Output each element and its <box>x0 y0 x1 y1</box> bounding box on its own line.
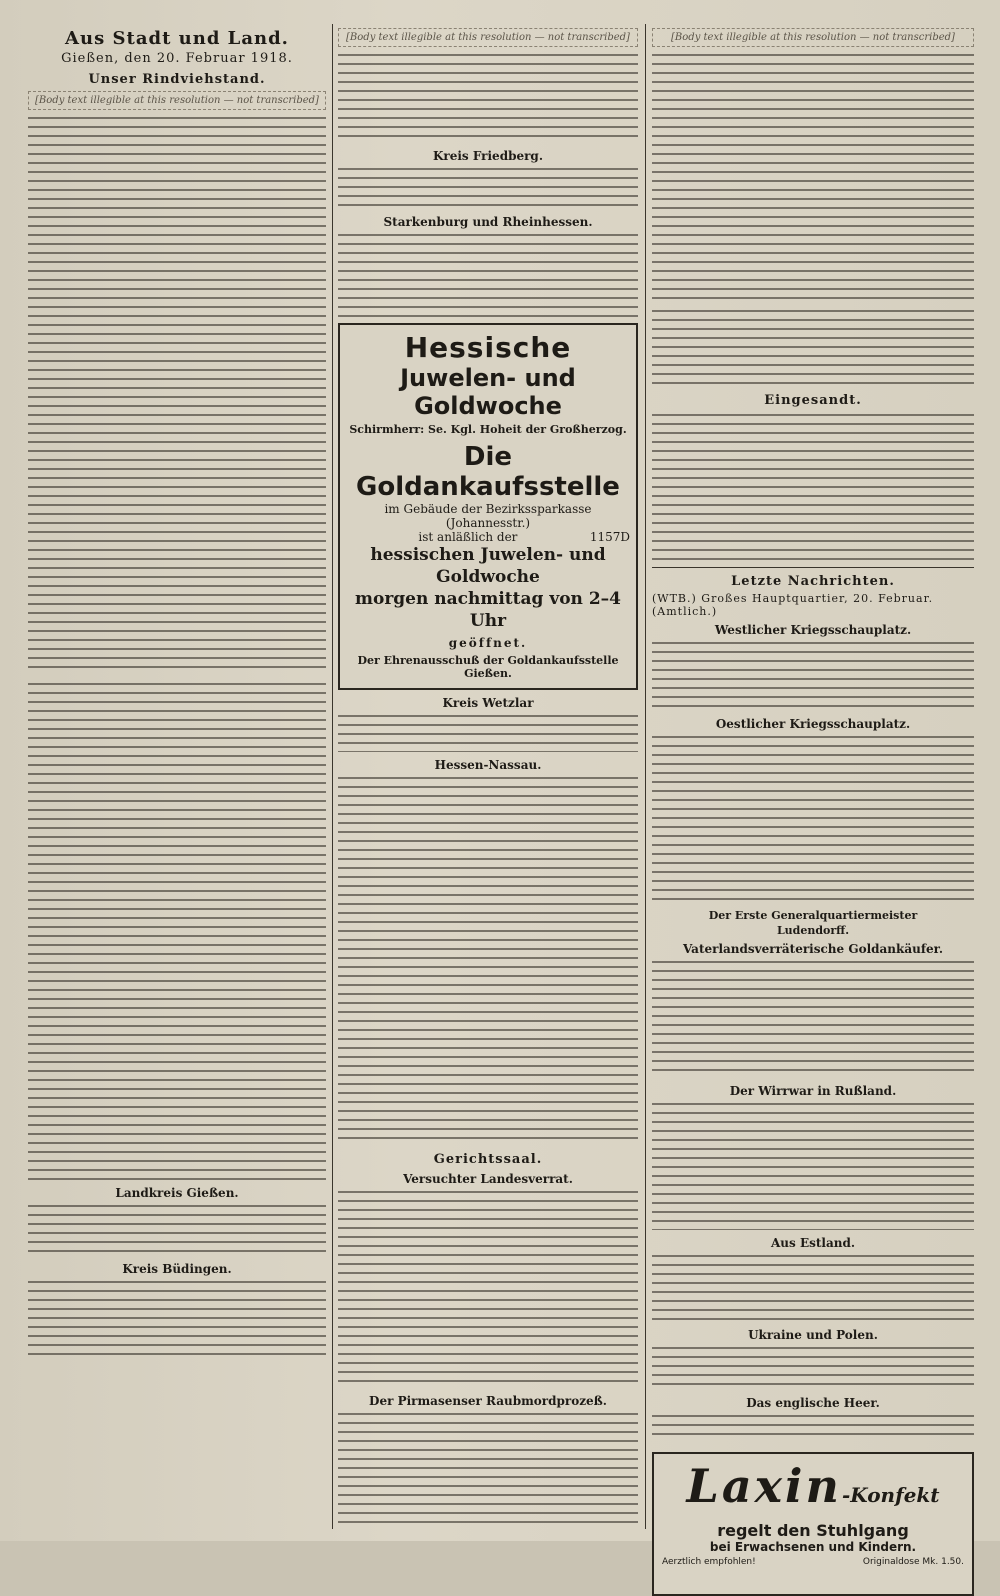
body-text-block <box>338 231 638 317</box>
body-text-block <box>652 733 974 903</box>
subhead: Landkreis Gießen. <box>115 1186 239 1200</box>
illegible-note: [Body text illegible at this resolution — not transcribed] <box>652 28 974 47</box>
subhead: Hessen-Nassau. <box>434 758 542 772</box>
laxin-brand <box>662 1460 964 1521</box>
section-headline: Gerichtssaal. <box>433 1152 543 1167</box>
column-rule <box>332 24 333 1529</box>
body-text-block <box>652 1100 974 1230</box>
body-text-block <box>28 680 326 1180</box>
body-text-block <box>652 639 974 711</box>
body-text-block <box>28 114 326 674</box>
ad-line: Hessische <box>404 331 572 364</box>
ad-line: im Gebäude der Bezirkssparkasse (Johannesstr.) <box>384 502 592 530</box>
subhead: Kreis Büdingen. <box>122 1262 232 1276</box>
ad-line: Schirmherr: Se. Kgl. Hoheit der Großherzog. <box>349 423 627 436</box>
illegible-note: [Body text illegible at this resolution — not transcribed] <box>28 91 326 110</box>
laxin-brand-suffix: -Konfekt <box>841 1483 940 1507</box>
body-text-block <box>652 1412 974 1442</box>
body-text-block <box>338 712 638 752</box>
dateline: (WTB.) Großes Hauptquartier, 20. Februar. (Amtlich.) <box>652 592 934 618</box>
ad-line: hessischen Juwelen- und Goldwoche <box>370 545 606 587</box>
subhead: Das englische Heer. <box>746 1396 880 1410</box>
laxin-brand-text: Laxin <box>686 1459 842 1513</box>
ad-line <box>346 530 630 544</box>
illegible-note: [Body text illegible at this resolution — not transcribed] <box>338 28 638 47</box>
column-rule <box>645 24 646 1529</box>
subhead: Versuchter Landesverrat. <box>403 1172 573 1186</box>
middle-column <box>338 24 638 1531</box>
ad-line: bei Erwachsenen und Kindern. <box>709 1540 917 1554</box>
divider <box>652 567 974 568</box>
body-text-block <box>28 1278 326 1358</box>
body-text-block <box>28 1202 326 1256</box>
ad-line: ist anläßlich der <box>418 530 518 544</box>
ad-code: 1157D <box>589 530 630 544</box>
body-text-block <box>338 1410 638 1530</box>
subhead: Ukraine und Polen. <box>748 1328 878 1342</box>
section-headline: Eingesandt. <box>764 393 862 408</box>
subhead: Kreis Wetzlar <box>442 696 534 710</box>
dateline: Gießen, den 20. Februar 1918. <box>61 51 293 66</box>
signature: Ludendorff. <box>776 924 850 937</box>
subhead: Der Wirrwar in Rußland. <box>729 1084 897 1098</box>
ad-line: Originaldose Mk. 1.50. <box>862 1557 964 1567</box>
body-text-block <box>338 165 638 209</box>
laxin-advertisement <box>652 1452 974 1596</box>
subhead: Vaterlandsverräterische Goldankäufer. <box>682 942 944 956</box>
subhead: Aus Estland. <box>770 1236 856 1250</box>
ad-line <box>662 1557 964 1567</box>
goldwoche-advertisement <box>338 323 638 690</box>
ad-line: morgen nachmittag von 2–4 Uhr <box>355 589 621 631</box>
body-text-block <box>338 51 638 143</box>
ad-line: Die Goldankaufsstelle <box>356 442 620 502</box>
ad-line: Aerztlich empfohlen! <box>662 1557 756 1567</box>
left-column <box>28 24 326 1531</box>
subhead: Der Pirmasenser Raubmordprozeß. <box>369 1394 607 1408</box>
body-text-block <box>652 1344 974 1390</box>
body-text-block <box>652 51 974 301</box>
article-headline: Unser Rindviehstand. <box>88 72 266 87</box>
right-column <box>652 24 974 1567</box>
ad-line: Der Ehrenausschuß der Goldankaufsstelle Gießen. <box>357 654 619 680</box>
ad-line: regelt den Stuhlgang <box>717 1521 909 1540</box>
subhead: Kreis Friedberg. <box>432 149 543 163</box>
subhead: Oestlicher Kriegsschauplatz. <box>715 717 911 731</box>
body-text-block <box>338 1188 638 1388</box>
body-text-block <box>338 774 638 1146</box>
ad-line: geöffnet. <box>448 636 528 650</box>
ad-line: Juwelen- und Goldwoche <box>400 364 576 420</box>
section-headline: Letzte Nachrichten. <box>731 574 895 589</box>
body-text-block <box>652 307 974 387</box>
subhead: Starkenburg und Rheinhessen. <box>383 215 593 229</box>
section-title: Aus Stadt und Land. <box>65 28 289 49</box>
body-text-block <box>652 958 974 1078</box>
body-text-block <box>652 411 974 561</box>
subhead: Westlicher Kriegsschauplatz. <box>714 623 912 637</box>
body-text-block <box>652 1252 974 1322</box>
signature: Der Erste Generalquartiermeister <box>708 909 918 922</box>
